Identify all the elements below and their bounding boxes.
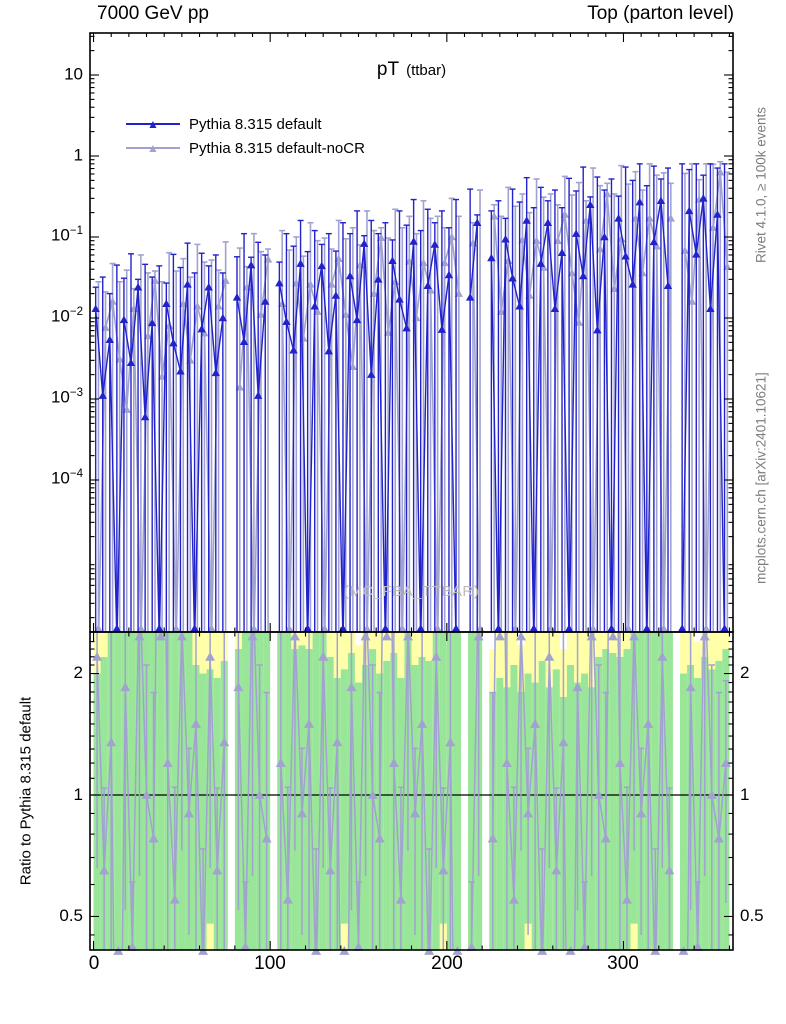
watermark: (MC_FBA_TTBAR) — [343, 583, 480, 600]
ratio-tick-05-left: 0.5 — [59, 906, 83, 925]
x-tick-300: 300 — [607, 953, 639, 974]
triangle-marker-icon: ▲ — [147, 117, 159, 131]
legend-label-default: Pythia 8.315 default — [189, 115, 322, 133]
ratio-tick-05-right: 0.5 — [740, 906, 764, 925]
rivet-version-note: Rivet 4.1.0, ≥ 100k events — [753, 107, 769, 263]
y-tick-1: 1 — [73, 145, 83, 165]
beam-energy-label: 7000 GeV pp — [97, 3, 209, 24]
legend-item-nocr — [126, 136, 365, 160]
y-tick-1e-1: $10^{-1}$ — [50, 225, 83, 245]
legend — [126, 112, 365, 160]
mcplots-arxiv-note: mcplots.cern.ch [arXiv:2401.10621] — [753, 372, 769, 584]
plot-title-main: pT — [376, 59, 400, 80]
legend-item-default — [126, 112, 365, 136]
legend-label-nocr: Pythia 8.315 default-noCR — [189, 139, 365, 157]
ratio-y-axis-label: Ratio to Pythia 8.315 default — [17, 696, 35, 886]
plot-title-suffix: (ttbar) — [406, 62, 447, 79]
legend-marker-default — [126, 117, 180, 131]
ratio-tick-2-right: 2 — [740, 663, 750, 682]
ratio-tick-2-left: 2 — [73, 663, 83, 682]
ratio-tick-1-right: 1 — [740, 785, 750, 804]
plot-title — [90, 59, 733, 81]
analysis-label: Top (parton level) — [587, 3, 734, 24]
triangle-marker-icon: ▲ — [147, 141, 159, 155]
ratio-tick-1-left: 1 — [73, 785, 83, 804]
y-tick-1e-2: $10^{-2}$ — [50, 306, 83, 326]
x-tick-0: 0 — [88, 953, 100, 974]
x-tick-100: 100 — [254, 953, 286, 974]
legend-marker-nocr — [126, 141, 180, 155]
x-tick-200: 200 — [431, 953, 463, 974]
y-tick-1e-4: $10^{-4}$ — [50, 468, 83, 488]
y-tick-10: 10 — [64, 64, 83, 84]
y-tick-1e-3: $10^{-3}$ — [50, 387, 83, 407]
